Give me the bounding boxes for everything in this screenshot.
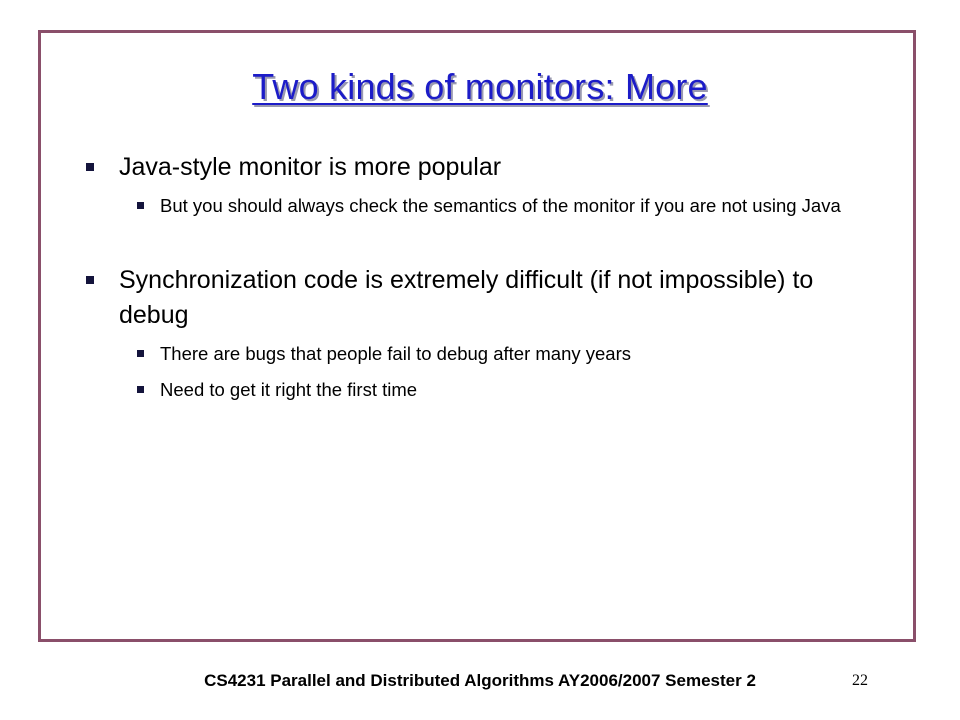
sub-bullet-item: [80, 377, 880, 403]
sub-bullet-text: Need to get it right the first time: [160, 379, 418, 400]
slide-title: Two kinds of monitors: More: [252, 66, 708, 107]
bullet-item: [80, 263, 880, 333]
sub-bullet-text: There are bugs that people fail to debug after many years: [160, 343, 632, 364]
sub-bullet-item: [80, 193, 880, 219]
sub-bullet-item: [80, 341, 880, 367]
square-bullet-icon: [86, 163, 94, 171]
square-bullet-icon: [86, 276, 94, 284]
square-bullet-icon: [137, 350, 144, 357]
bullet-item: [80, 150, 880, 185]
slide-footer: CS4231 Parallel and Distributed Algorithms AY2006/2007 Semester 2: [204, 671, 756, 690]
square-bullet-icon: [137, 386, 144, 393]
page-number: 22: [852, 672, 868, 689]
square-bullet-icon: [137, 202, 144, 209]
slide-body: [80, 150, 880, 413]
bullet-text: Synchronization code is extremely difficult (if not impossible) to debug: [119, 266, 814, 329]
bullet-text: Java-style monitor is more popular: [119, 153, 502, 181]
spacer: [80, 229, 880, 263]
sub-bullet-text: But you should always check the semantics of the monitor if you are not using Java: [160, 195, 841, 216]
